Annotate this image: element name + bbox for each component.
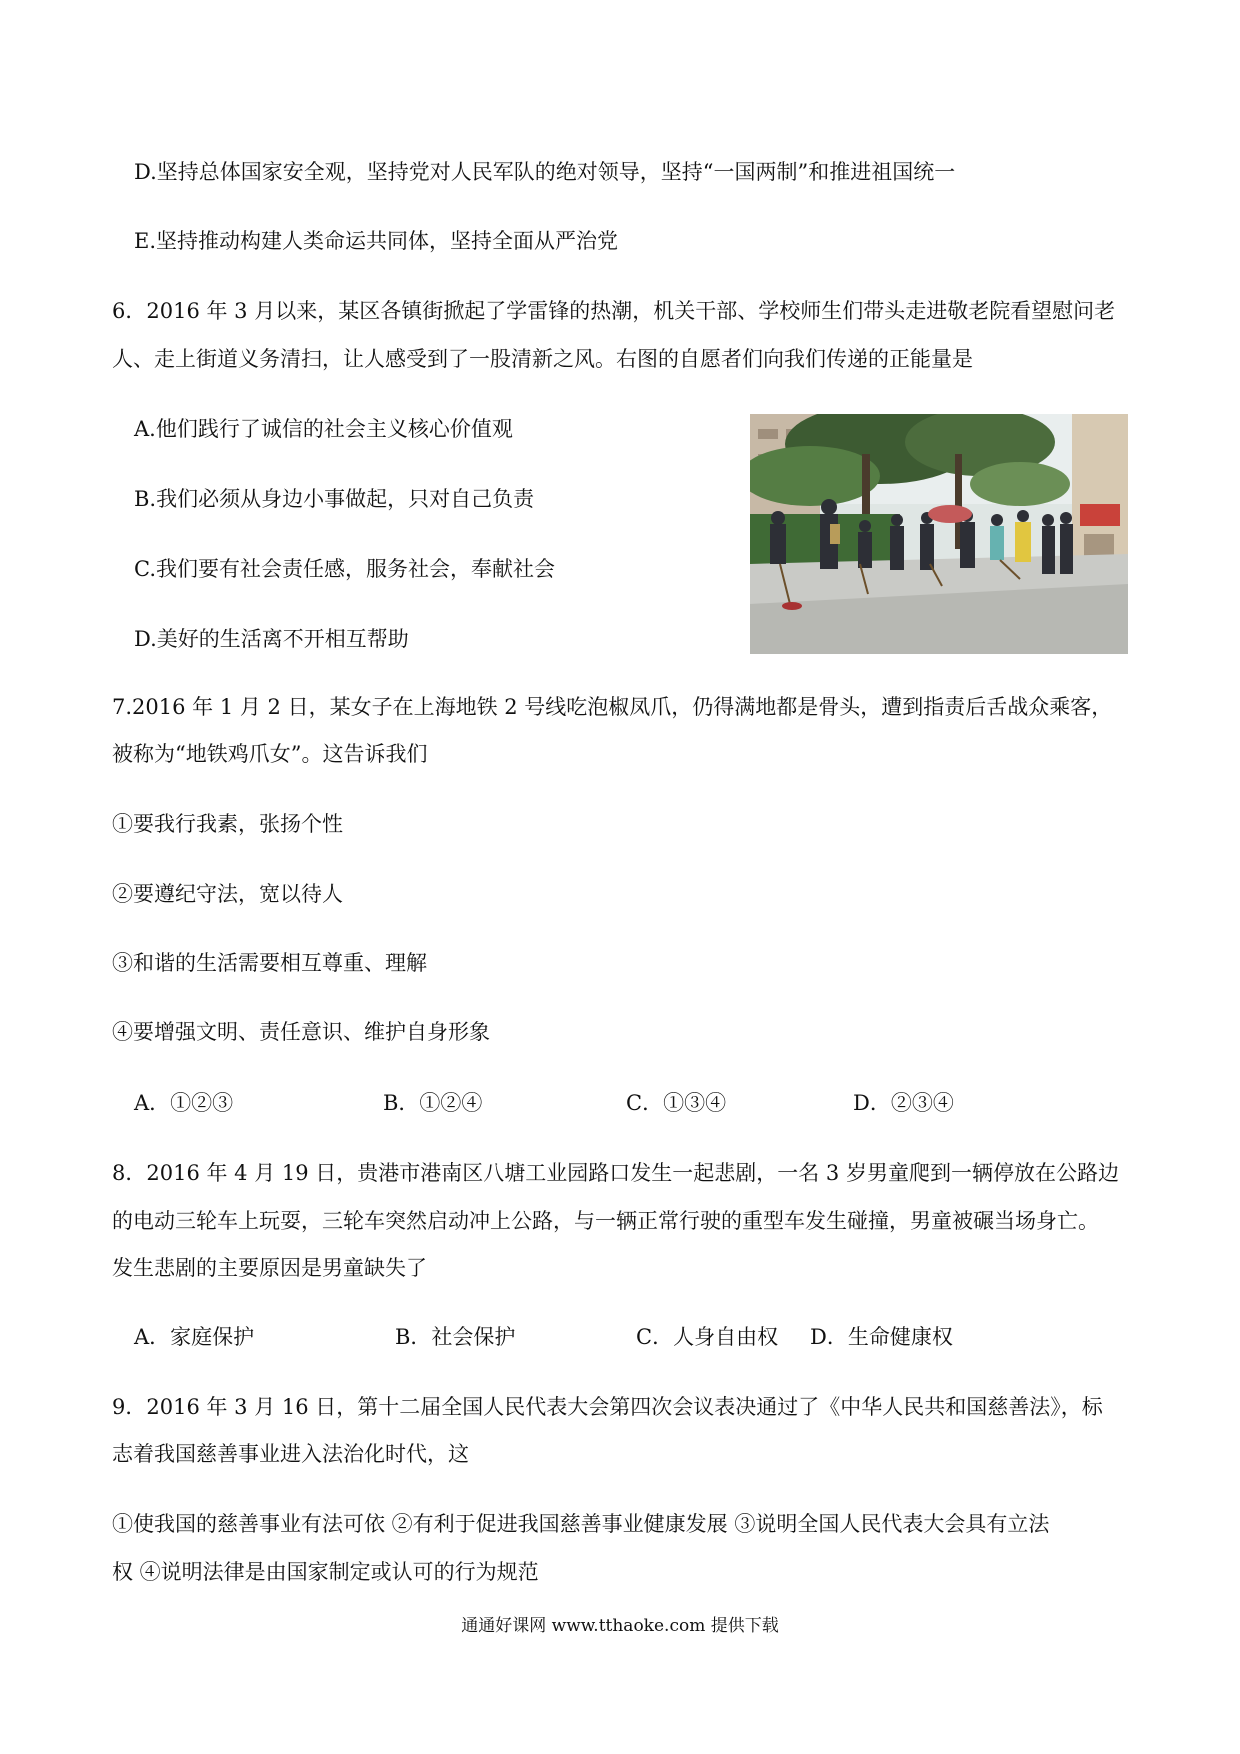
q7-choice-d: D．②③④ [853,1091,954,1115]
q9-stem-line1: 9．2016 年 3 月 16 日，第十二届全国人民代表大会第四次会议表决通过了《中华人民共和国慈善法》，标 [112,1395,1103,1419]
q7-stem-line2: 被称为“地铁鸡爪女”。这告诉我们 [112,742,428,766]
q7-stem-line1: 7.2016 年 1 月 2 日，某女子在上海地铁 2 号线吃泡椒凤爪，仍得满地都是骨头，遭到指责后舌战众乘客， [112,695,1113,719]
q6-option-a: A.他们践行了诚信的社会主义核心价值观 [134,417,513,441]
q8-choice-a: A．家庭保护 [134,1325,255,1349]
q9-items-line2: 权 ④说明法律是由国家制定或认可的行为规范 [112,1560,539,1584]
q8-choice-b: B．社会保护 [395,1325,516,1349]
volunteers-sweeping-street-photo [750,414,1128,654]
q8-stem-line1: 8．2016 年 4 月 19 日，贵港市港南区八塘工业园路口发生一起悲剧，一名 3 岁男童爬到一辆停放在公路边 [112,1161,1119,1185]
q8-choice-d: D．生命健康权 [810,1325,953,1349]
q5-option-e: E.坚持推动构建人类命运共同体，坚持全面从严治党 [134,229,619,253]
q6-option-c: C.我们要有社会责任感，服务社会，奉献社会 [134,557,555,581]
q6-option-d: D.美好的生活离不开相互帮助 [134,627,409,651]
page-footer: 通通好课网 www.tthaoke.com 提供下载 [461,1616,779,1636]
q9-stem-line2: 志着我国慈善事业进入法治化时代，这 [112,1442,469,1466]
q7-choice-a: A．①②③ [134,1091,234,1115]
q7-item-1: ①要我行我素，张扬个性 [112,812,343,836]
q9-items-line1: ①使我国的慈善事业有法可依 ②有利于促进我国慈善事业健康发展 ③说明全国人民代表大会具有立法 [112,1512,1050,1536]
q7-choice-c: C．①③④ [626,1091,727,1115]
q8-stem-line2: 的电动三轮车上玩耍，三轮车突然启动冲上公路，与一辆正常行驶的重型车发生碰撞，男童被碾当场身亡。 [112,1209,1099,1233]
q6-stem-line2: 人、走上街道义务清扫，让人感受到了一股清新之风。右图的自愿者们向我们传递的正能量是 [112,347,973,371]
q7-item-2: ②要遵纪守法，宽以待人 [112,882,343,906]
q7-choice-b: B．①②④ [383,1091,483,1115]
q7-item-4: ④要增强文明、责任意识、维护自身形象 [112,1020,490,1044]
q7-item-3: ③和谐的生活需要相互尊重、理解 [112,951,427,975]
q8-stem-line3: 发生悲剧的主要原因是男童缺失了 [112,1256,427,1280]
q6-option-b: B.我们必须从身边小事做起，只对自己负责 [134,487,535,511]
q5-option-d: D.坚持总体国家安全观，坚持党对人民军队的绝对领导，坚持“一国两制”和推进祖国统一 [134,160,956,184]
q8-choice-c: C．人身自由权 [636,1325,779,1349]
q6-stem-line1: 6．2016 年 3 月以来，某区各镇街掀起了学雷锋的热潮，机关干部、学校师生们带头走进敬老院看望慰问老 [112,299,1116,323]
